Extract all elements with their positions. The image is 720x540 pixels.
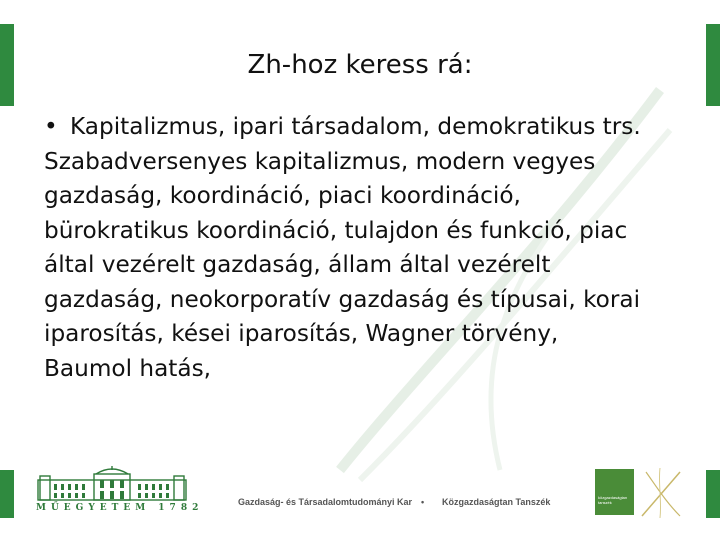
department-badge-text: közgazdaságtan tanszék <box>598 495 628 505</box>
body-line-3: gazdaság, koordináció, piaci koordináció, <box>44 182 521 209</box>
body-line-6: gazdaság, neokorporatív gazdaság és típusai, korai <box>44 285 641 313</box>
slide-title: Zh-hoz keress rá: <box>247 50 473 80</box>
right-bottom-edge-bar <box>706 470 720 518</box>
bullet-text: Kapitalizmus, ipari társadalom, demokratikus trs. <box>70 113 641 140</box>
bullet-marker: • <box>44 113 58 140</box>
university-logo-text: MŰEGYETEM 1782 <box>36 503 204 513</box>
body-line-8: Baumol hatás, <box>44 354 212 382</box>
slide-body <box>44 110 709 386</box>
faculty-name: Gazdaság- és Társadalomtudományi Kar <box>238 497 413 507</box>
left-bottom-edge-bar <box>0 470 14 518</box>
department-badge <box>595 469 634 515</box>
department-name: Közgazdaságtan Tanszék <box>442 497 551 507</box>
body-line-1 <box>44 110 709 145</box>
body-line-4: bürokratikus koordináció, tulajdon és funkció, piac <box>44 216 628 244</box>
body-line-5: által vezérelt gazdaság, állam által vezérelt <box>44 251 551 278</box>
body-line-2: Szabadversenyes kapitalizmus, modern vegyes <box>44 147 596 175</box>
body-line-7: iparosítás, kései iparosítás, Wagner törvény, <box>44 320 559 347</box>
department-emblem-icon <box>636 466 686 520</box>
footer-separator: • <box>421 497 425 507</box>
